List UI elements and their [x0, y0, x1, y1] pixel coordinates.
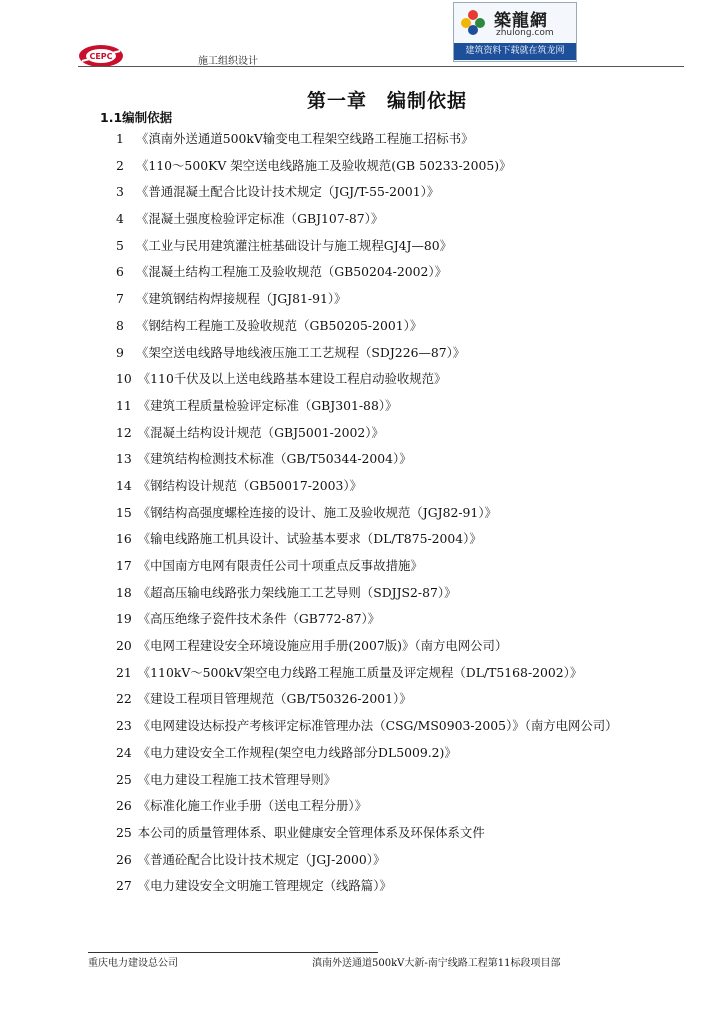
reference-number: 11	[116, 397, 132, 413]
reference-item	[116, 580, 618, 607]
reference-item	[116, 873, 618, 900]
reference-item	[116, 473, 618, 500]
reference-text: 《钢结构设计规范（GB50017-2003）》	[137, 477, 363, 493]
header-title: 施工组织设计	[198, 56, 258, 67]
reference-text: 本公司的质量管理体系、职业健康安全管理体系及环保体系文件	[137, 824, 485, 840]
reference-number: 25	[116, 771, 132, 787]
reference-number: 9	[116, 344, 124, 360]
reference-item	[116, 286, 618, 313]
reference-text: 《钢结构高强度螺栓连接的设计、施工及验收规范（JGJ82-91）》	[137, 504, 497, 520]
reference-item	[116, 420, 618, 447]
reference-number: 23	[116, 718, 132, 734]
reference-text: 《建设工程项目管理规范（GB/T50326-2001）》	[137, 691, 412, 707]
chapter-title: 第一章 编制依据	[306, 90, 467, 112]
reference-number: 13	[116, 451, 132, 467]
reference-text: 《标准化施工作业手册（送电工程分册）》	[137, 798, 368, 814]
reference-number: 27	[116, 878, 132, 894]
reference-text: 《输电线路施工机具设计、试验基本要求（DL/T875-2004）》	[137, 531, 482, 547]
reference-number: 16	[116, 531, 132, 547]
reference-item	[116, 740, 618, 767]
reference-number: 18	[116, 584, 132, 600]
reference-item	[116, 313, 618, 340]
footer-company: 重庆电力建设总公司	[88, 958, 178, 969]
reference-item	[116, 526, 618, 553]
reference-item	[116, 660, 618, 687]
reference-text: 《滇南外送通道500kV输变电工程架空线路工程施工招标书》	[136, 131, 474, 146]
footer-divider	[88, 952, 378, 953]
reference-item	[116, 126, 618, 153]
reference-item	[116, 606, 618, 633]
reference-text: 《混凝土强度检验评定标准（GBJ107-87）》	[136, 211, 384, 227]
reference-text: 《电力建设安全文明施工管理规定（线路篇）》	[137, 878, 392, 894]
company-logo	[78, 44, 124, 68]
reference-text: 《工业与民用建筑灌注桩基础设计与施工规程GJ4J—80》	[136, 237, 453, 253]
watermark-url: zhulong.com	[496, 28, 554, 38]
reference-item	[116, 179, 618, 206]
reference-number: 14	[116, 477, 132, 493]
reference-text: 《建筑结构检测技术标准（GB/T50344-2004）》	[137, 451, 412, 467]
reference-number: 2	[116, 157, 124, 173]
reference-item	[116, 553, 618, 580]
reference-item	[116, 820, 618, 847]
reference-item	[116, 259, 618, 286]
reference-number: 4	[116, 211, 124, 227]
reference-number: 19	[116, 611, 132, 627]
reference-text: 《普通砼配合比设计技术规定（JGJ-2000）》	[137, 851, 386, 867]
reference-item	[116, 633, 618, 660]
reference-number: 25	[116, 824, 132, 840]
reference-item	[116, 500, 618, 527]
reference-number: 20	[116, 638, 132, 654]
reference-item	[116, 206, 618, 233]
reference-number: 1	[116, 131, 124, 146]
reference-text: 《混凝土结构设计规范（GBJ5001-2002）》	[137, 424, 384, 440]
reference-number: 21	[116, 664, 132, 680]
section-title: 1.1编制依据	[100, 110, 173, 125]
reference-text: 《电力建设安全工作规程(架空电力线路部分DL5009.2)》	[137, 744, 457, 760]
reference-item	[116, 713, 618, 740]
reference-number: 22	[116, 691, 132, 707]
reference-number: 24	[116, 744, 132, 760]
reference-text: 《钢结构工程施工及验收规范（GB50205-2001）》	[136, 317, 423, 333]
reference-item	[116, 446, 618, 473]
footer-project: 滇南外送通道500kV大新-南宁线路工程第11标段项目部	[312, 958, 561, 969]
zhulong-watermark	[453, 2, 577, 62]
reference-item	[116, 393, 618, 420]
reference-number: 5	[116, 237, 124, 253]
reference-text: 《架空送电线路导地线液压施工工艺规程（SDJ226—87）》	[136, 344, 466, 360]
reference-item	[116, 233, 618, 260]
reference-text: 《110kV～500kV架空电力线路工程施工质量及评定规程（DL/T5168-2002）》	[137, 664, 583, 680]
reference-item	[116, 767, 618, 794]
reference-number: 26	[116, 851, 132, 867]
reference-text: 《普通混凝土配合比设计技术规定（JGJ/T-55-2001）》	[136, 184, 440, 200]
reference-list	[116, 126, 618, 900]
reference-number: 17	[116, 558, 132, 573]
zhulong-logo-icon	[458, 7, 488, 37]
reference-text: 《电力建设工程施工技术管理导则》	[137, 771, 337, 787]
reference-number: 8	[116, 317, 124, 333]
reference-text: 《110～500KV 架空送电线路施工及验收规范(GB 50233-2005)》	[136, 157, 512, 173]
reference-text: 《中国南方电网有限责任公司十项重点反事故措施》	[137, 558, 423, 573]
header-divider	[78, 66, 684, 67]
reference-item	[116, 153, 618, 180]
reference-number: 10	[116, 371, 132, 387]
reference-number: 26	[116, 798, 132, 814]
reference-text: 《混凝土结构工程施工及验收规范（GB50204-2002）》	[136, 264, 447, 280]
reference-item	[116, 847, 618, 874]
watermark-slogan: 建筑资料下载就在筑龙网	[454, 43, 576, 60]
reference-text: 《超高压输电线路张力架线施工工艺导则（SDJJS2-87）》	[137, 584, 457, 600]
reference-number: 3	[116, 184, 124, 200]
reference-text: 《电网工程建设安全环境设施应用手册(2007版)》（南方电网公司）	[137, 638, 508, 654]
reference-text: 《建筑钢结构焊接规程（JGJ81-91）》	[136, 291, 347, 307]
reference-item	[116, 793, 618, 820]
reference-text: 《110千伏及以上送电线路基本建设工程启动验收规范》	[137, 371, 447, 387]
reference-number: 7	[116, 291, 124, 307]
reference-number: 6	[116, 264, 124, 280]
reference-item	[116, 366, 618, 393]
reference-number: 15	[116, 504, 132, 520]
reference-item	[116, 340, 618, 367]
company-logo-text: CEPC	[89, 52, 113, 61]
reference-item	[116, 686, 618, 713]
reference-text: 《建筑工程质量检验评定标准（GBJ301-88）》	[137, 397, 398, 413]
reference-text: 《高压绝缘子瓷件技术条件（GB772-87）》	[137, 611, 381, 627]
reference-text: 《电网建设达标投产考核评定标准管理办法（CSG/MS0903-2005）》（南方电网公司）	[137, 718, 618, 734]
watermark-name: 築龍網	[494, 11, 548, 31]
reference-number: 12	[116, 424, 132, 440]
